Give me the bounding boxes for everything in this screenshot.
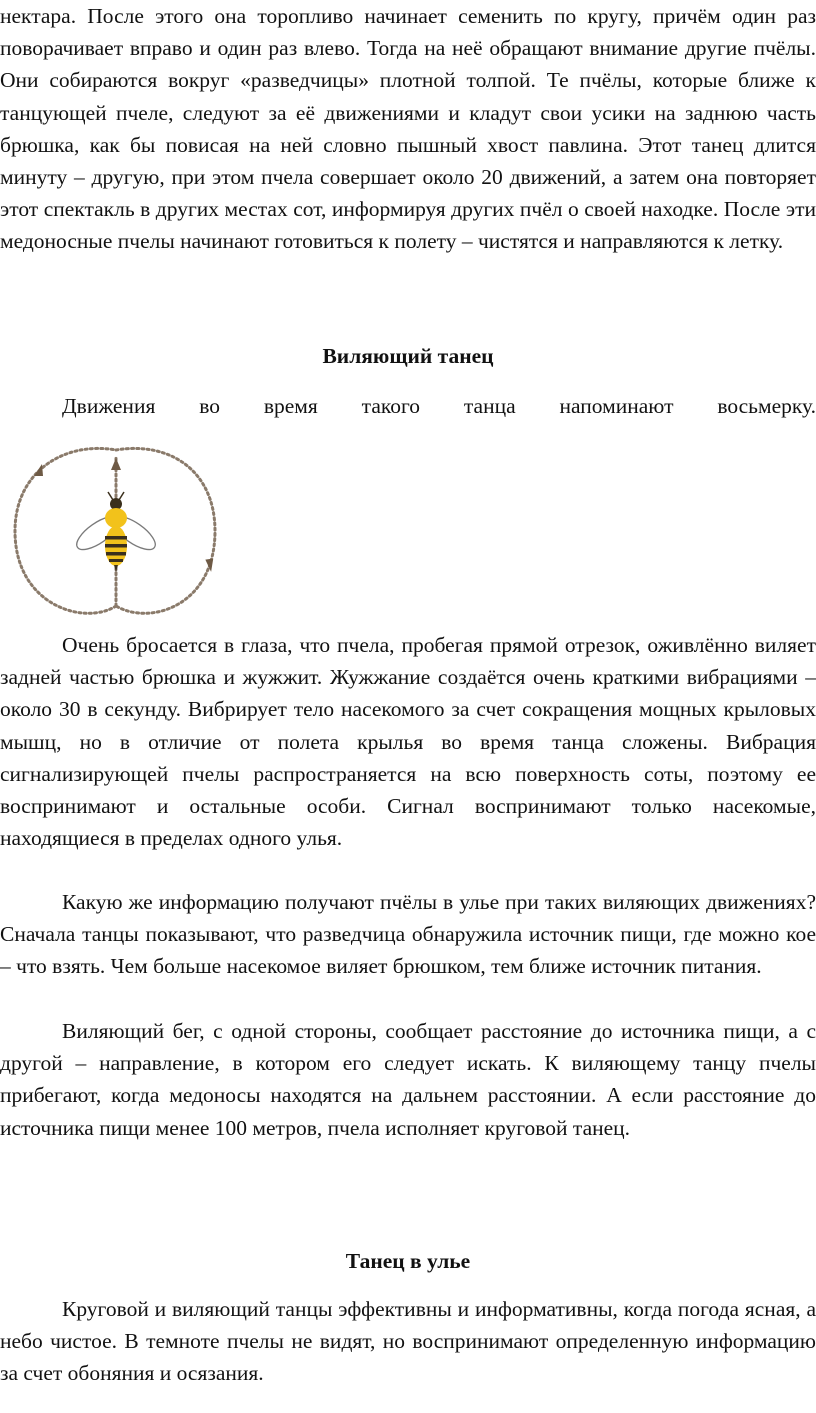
paragraph-distance: Виляющий бег, с одной стороны, сообщает расстояние до источника пищи, а с другой – направление, в котором его следует искать. К виляющему танцу пчелы прибегают, когда медоносы находятся на дальнем расстоянии. А если расстояние до источника пищи менее 100 метров, пчела исполняет круговой танец. [0, 1019, 816, 1140]
figure-intro-block [0, 390, 816, 422]
arrow-center-icon [111, 458, 121, 470]
arrow-left-icon [34, 464, 43, 476]
info-block [0, 886, 816, 983]
waggle-heading-block [0, 340, 816, 372]
paragraph-info: Какую же информацию получают пчёлы в улье при таких виляющих движениях? Сначала танцы показывают, что разведчица обнаружила источник пищи, где можно кое – что взять. Чем больше насекомое виляет брюшком, тем ближе источник питания. [0, 890, 816, 979]
intro-block [0, 0, 816, 258]
paragraph-buzz: Очень бросается в глаза, что пчела, пробегая прямой отрезок, оживлённо виляет задней частью брюшка и жужжит. Жужжание создаётся очень краткими вибрациями – около 30 в секунду. Вибрирует тело насекомого за счет сокращения мощных крыловых мышц, но в отличие от полета крылья во время танца сложены. Вибрация сигнализирующей пчелы распространяется на всю поверхность соты, поэтому ее воспринимают и остальные особи. Сигнал воспринимают только насекомые, находящиеся в пределах одного улья. [0, 633, 816, 851]
hive-heading-block [0, 1245, 816, 1277]
heading-hive-dance: Танец в улье [345, 1249, 471, 1273]
paragraph-intro: нектара. После этого она торопливо начинает семенить по кругу, причём один раз поворачивает вправо и один раз влево. Тогда на неё обращают внимание другие пчёлы. Они собираются вокруг «разведчицы» плотной толпой. Те пчёлы, которые ближе к танцующей пчеле, следуют за её движениями и кладут свои усики на заднюю часть брюшка, как бы повисая на ней словно пышный хвост павлина. Этот танец длится минуту – другую, при этом пчела совершает около 20 движений, а затем она повторяет этот спектакль в других местах сот, информируя других пчёл о своей находке. После эти медоносные пчелы начинают готовиться к полету – чистятся и направляются к летку. [0, 4, 816, 254]
bee-figure-eight-icon [10, 436, 225, 626]
hive-block [0, 1293, 816, 1390]
heading-waggle-dance: Виляющий танец [322, 344, 494, 368]
paragraph-hive: Круговой и виляющий танцы эффективны и информативны, когда погода ясная, а небо чистое. В темноте пчелы не видят, но воспринимают определенную информацию за счет обоняния и осязания. [0, 1297, 816, 1386]
distance-block [0, 1015, 816, 1144]
paragraph-figure-intro: Движения во время такого танца напоминают восьмерку. [62, 394, 816, 418]
buzz-block [0, 629, 816, 854]
bee-icon [72, 492, 160, 572]
